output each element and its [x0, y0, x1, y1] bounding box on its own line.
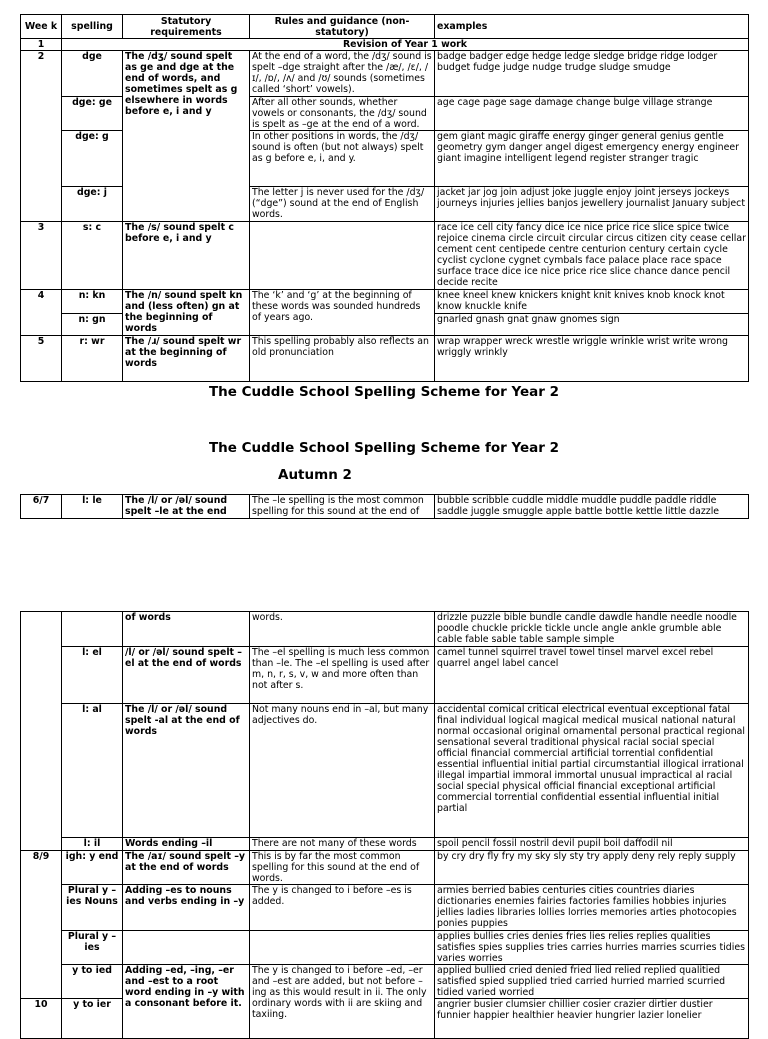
- table-row: [21, 851, 749, 885]
- rule-cell: This is by far the most common spelling for this sound at the end of words.: [250, 851, 435, 885]
- rule-cell: The ‘k’ and ‘g’ at the beginning of these words was sounded hundreds of years ago.: [250, 290, 435, 336]
- requirement-cell: of words: [123, 612, 250, 647]
- table-row: [21, 222, 749, 290]
- spelling-cell: Plural y – ies Nouns: [62, 885, 123, 931]
- table-row: [21, 647, 749, 704]
- revision-row: [21, 39, 749, 51]
- page-title: The Cuddle School Spelling Scheme for Year 2: [208, 440, 560, 456]
- rule-cell: In other positions in words, the /dʒ/ sound is often (but not always) spelt as g before e, i, and y.: [250, 131, 435, 187]
- rule-cell: [250, 222, 435, 290]
- header-statutory: Statutory requirements: [123, 15, 250, 39]
- table-row: [21, 838, 749, 851]
- spelling-cell: dge: j: [62, 187, 123, 222]
- spelling-cell: igh: y end: [62, 851, 123, 885]
- requirement-cell: The /l/ or /əl/ sound spelt –le at the end: [123, 495, 250, 519]
- rule-cell: Not many nouns end in –al, but many adjectives do.: [250, 704, 435, 838]
- table-row: [21, 495, 749, 519]
- examples-cell: accidental comical critical electrical eventual exceptional fatal final individual logical magical medical musical national natural normal occasional original ornamental personal practical regional sensational several traditional physical racial social special official financial commercial artificial torrential confidential essential influential initial partial circumstantial illogical irrational illegal impartial immoral immortal unusual impractical al racial social special physical official financial exceptional artificial commercial torrential confidential essential influential initial partial: [435, 704, 749, 838]
- header-row: [21, 15, 749, 39]
- requirement-cell: Adding –es to nouns and verbs ending in –y: [123, 885, 250, 931]
- header-week: Wee k: [21, 15, 62, 39]
- examples-cell: age cage page sage damage change bulge village strange: [435, 97, 749, 131]
- examples-cell: applied bullied cried denied fried lied relied replied qualitied satisfied spied supplied tried carried hurried married scurried tidied varied worried: [435, 965, 749, 999]
- header-spelling: spelling: [62, 15, 123, 39]
- header-rules: Rules and guidance (non-statutory): [250, 15, 435, 39]
- table-row: [21, 931, 749, 965]
- spelling-cell: l: al: [62, 704, 123, 838]
- requirement-cell: The /ɹ/ sound spelt wr at the beginning of words: [123, 336, 250, 382]
- requirement-cell: Words ending –il: [123, 838, 250, 851]
- requirement-cell: Adding –ed, –ing, –er and –est to a root word ending in –y with a consonant before it.: [123, 965, 250, 1039]
- table-row: [21, 51, 749, 97]
- rule-cell: This spelling probably also reflects an old pronunciation: [250, 336, 435, 382]
- spelling-table-year2-autumn1: [20, 14, 749, 382]
- spelling-cell: l: il: [62, 838, 123, 851]
- spelling-cell: Plural y – ies: [62, 931, 123, 965]
- spelling-cell: r: wr: [62, 336, 123, 382]
- week-cell: 10: [21, 999, 62, 1039]
- header-examples: examples: [435, 15, 749, 39]
- spelling-cell: l: el: [62, 647, 123, 704]
- rule-cell: The –le spelling is the most common spelling for this sound at the end of: [250, 495, 435, 519]
- week-cell: 2: [21, 51, 62, 222]
- week-cell: 5: [21, 336, 62, 382]
- footer-caption: The Cuddle School Spelling Scheme for Year 2: [208, 384, 560, 400]
- examples-cell: bubble scribble cuddle middle muddle puddle paddle riddle saddle juggle smuggle apple battle bottle kettle little dazzle: [435, 495, 749, 519]
- examples-cell: jacket jar jog join adjust joke juggle enjoy joint jerseys jockeys journeys injuries jellies banjos jewellery journalist January subject: [435, 187, 749, 222]
- table-row: [21, 885, 749, 931]
- examples-cell: race ice cell city fancy dice ice nice price rice slice spice twice rejoice cinema circle circuit circular circus citizen city cease cellar cement cent centipede centre centurion century certain cycle cyclist cyclone cygnet cymbals face palace place race space surface trace dice ice nice price rice slice chance dance pencil decide recite: [435, 222, 749, 290]
- table-row: [21, 965, 749, 999]
- week-cell: [21, 612, 62, 851]
- examples-cell: armies berried babies centuries cities countries diaries dictionaries enemies fairies factories families hobbies injuries jellies ladies libraries lollies lorries memories arties photocopies ponies puppies: [435, 885, 749, 931]
- week-cell: 4: [21, 290, 62, 336]
- examples-cell: spoil pencil fossil nostril devil pupil boil daffodil nil: [435, 838, 749, 851]
- examples-cell: gem giant magic giraffe energy ginger general genius gentle geometry gym danger angel digest emergency energy engineer giant imagine intelligent legend register stranger tragic: [435, 131, 749, 187]
- spelling-cell: n: gn: [62, 314, 123, 336]
- examples-cell: badge badger edge hedge ledge sledge bridge ridge lodger budget fudge judge nudge trudge sludge smudge: [435, 51, 749, 97]
- spelling-table-year2-autumn2: [20, 494, 749, 519]
- examples-cell: wrap wrapper wreck wrestle wriggle wrinkle wrist write wrong wriggly wrinkly: [435, 336, 749, 382]
- requirement-cell: The /l/ or /əl/ sound spelt -al at the end of words: [123, 704, 250, 838]
- spelling-cell: y to ied: [62, 965, 123, 999]
- examples-cell: gnarled gnash gnat gnaw gnomes sign: [435, 314, 749, 336]
- term-subtitle: Autumn 2: [278, 467, 352, 483]
- spelling-cell: n: kn: [62, 290, 123, 314]
- spelling-cell: l: le: [62, 495, 123, 519]
- rule-cell: The –el spelling is much less common than –le. The –el spelling is used after m, n, r, s, v, w and more often than not after s.: [250, 647, 435, 704]
- table-row: [21, 612, 749, 647]
- examples-cell: applies bullies cries denies fries lies relies replies qualities satisfies spies supplies tries carries hurries marries scurries tidies varies worries: [435, 931, 749, 965]
- spelling-cell: dge: g: [62, 131, 123, 187]
- requirement-cell: The /s/ sound spelt c before e, i and y: [123, 222, 250, 290]
- examples-cell: knee kneel knew knickers knight knit knives knob knock knot know knuckle knife: [435, 290, 749, 314]
- examples-cell: by cry dry fly fry my sky sly sty try apply deny rely reply supply: [435, 851, 749, 885]
- table-row: [21, 704, 749, 838]
- table-row: [21, 290, 749, 314]
- week-cell: 1: [21, 39, 62, 51]
- table-row: [21, 336, 749, 382]
- rule-cell: There are not many of these words: [250, 838, 435, 851]
- spelling-cell: dge: [62, 51, 123, 97]
- rule-cell: [250, 931, 435, 965]
- rule-cell: At the end of a word, the /dʒ/ sound is spelt –dge straight after the /æ/, /ɛ/, /ɪ/, /ɒ/, /ʌ/ and /ʊ/ sounds (sometimes called ‘short’ vowels).: [250, 51, 435, 97]
- rule-cell: The y is changed to i before –ed, –er and –est are added, but not before –ing as this would result in ii. The only ordinary words with ii are skiing and taxiing.: [250, 965, 435, 1039]
- spelling-cell: y to ier: [62, 999, 123, 1039]
- rule-cell: After all other sounds, whether vowels or consonants, the /dʒ/ sound is spelt as –ge at the end of a word.: [250, 97, 435, 131]
- rule-cell: The y is changed to i before –es is added.: [250, 885, 435, 931]
- examples-cell: camel tunnel squirrel travel towel tinsel marvel excel rebel quarrel angel label cancel: [435, 647, 749, 704]
- spelling-cell: [62, 612, 123, 647]
- spelling-cell: dge: ge: [62, 97, 123, 131]
- examples-cell: drizzle puzzle bible bundle candle dawdle handle needle noodle poodle chuckle prickle tickle uncle angle ankle grumble able cable fable sable table sample simple: [435, 612, 749, 647]
- rule-cell: words.: [250, 612, 435, 647]
- rule-cell: The letter j is never used for the /dʒ/ (“dge”) sound at the end of English words.: [250, 187, 435, 222]
- week-cell: 8/9: [21, 851, 62, 999]
- week-cell: 6/7: [21, 495, 62, 519]
- requirement-cell: [123, 931, 250, 965]
- requirement-cell: The /n/ sound spelt kn and (less often) gn at the beginning of words: [123, 290, 250, 336]
- revision-text: Revision of Year 1 work: [62, 39, 749, 51]
- requirement-cell: The /aɪ/ sound spelt –y at the end of words: [123, 851, 250, 885]
- spelling-cell: s: c: [62, 222, 123, 290]
- examples-cell: angrier busier clumsier chillier cosier crazier dirtier dustier funnier happier healthier heavier hungrier lazier lonelier: [435, 999, 749, 1039]
- week-cell: 3: [21, 222, 62, 290]
- requirement-cell: /l/ or /əl/ sound spelt –el at the end of words: [123, 647, 250, 704]
- spelling-table-continued: [20, 611, 749, 1039]
- requirement-cell: The /dʒ/ sound spelt as ge and dge at the end of words, and sometimes spelt as g elsewhere in words before e, i and y: [123, 51, 250, 222]
